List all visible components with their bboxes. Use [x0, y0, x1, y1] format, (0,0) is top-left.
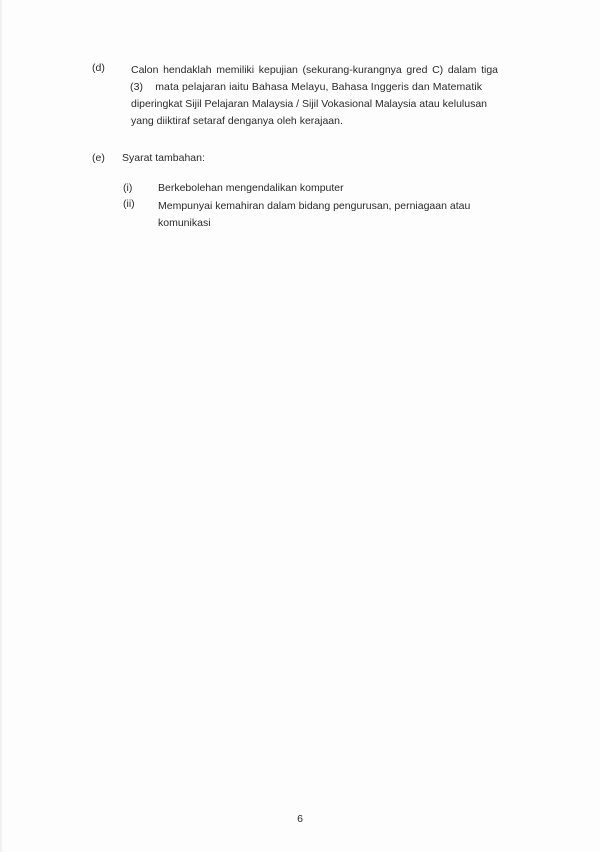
item-d-paragraph — [131, 62, 498, 130]
sub-item-ii-line-1: Mempunyai kemahiran dalam bidang pengurusan, perniagaan atau — [158, 200, 471, 212]
sub-item-marker-ii: (ii) — [123, 198, 135, 210]
sub-item-ii-line-2: komunikasi — [158, 217, 211, 229]
sub-item-ii-paragraph — [158, 198, 488, 232]
item-marker-d: (d) — [92, 62, 105, 74]
item-d-line-4: yang diiktiraf setaraf denganya oleh kerajaan. — [131, 115, 343, 127]
page-edge-shadow — [0, 0, 3, 852]
page-number: 6 — [297, 813, 303, 825]
item-e-heading: Syarat tambahan: — [122, 152, 205, 164]
item-d-line-2 — [130, 79, 498, 96]
item-marker-e: (e) — [92, 152, 105, 164]
item-d-line-1: Calon hendaklah memiliki kepujian (sekurang-kurangnya gred C) dalam tiga — [131, 64, 498, 76]
sub-item-i-text: Berkebolehan mengendalikan komputer — [158, 182, 344, 194]
item-d-line-2-text: (3) mata pelajaran iaitu Bahasa Melayu, Bahasa Inggeris dan Matematik — [130, 81, 483, 93]
sub-item-marker-i: (i) — [123, 182, 133, 194]
item-d-line-3: diperingkat Sijil Pelajaran Malaysia / Sijil Vokasional Malaysia atau kelulusan — [131, 98, 488, 110]
